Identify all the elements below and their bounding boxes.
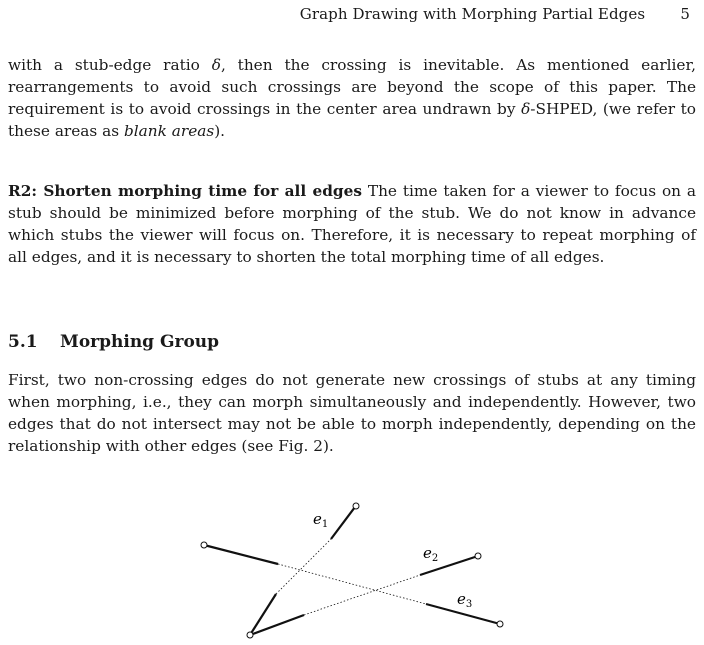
running-title: Graph Drawing with Morphing Partial Edges xyxy=(299,5,646,23)
edge-e2-stub-left xyxy=(250,615,304,635)
vertex-e3-right xyxy=(497,621,503,627)
edge-e1-stub-bottom xyxy=(250,594,276,635)
page-number: 5 xyxy=(680,5,690,23)
label-e3: $e_3$ xyxy=(457,590,473,610)
edge-e1-dotted xyxy=(276,539,331,594)
vertex-e3-left xyxy=(201,542,207,548)
paragraph-blank-areas xyxy=(8,54,696,142)
edge-e3-dotted xyxy=(278,564,426,604)
r2-text: The time taken for a viewer to focus on a stub should be minimized before morphing of the stub. We do not know in advance which stubs the viewer will focus on. Therefore, it is necessary to repeat morphing of all edges, and it is necessary to shorten the total morphing time of all edges. xyxy=(8,182,697,266)
paragraph-morphing-group xyxy=(8,369,696,457)
p1-text-c: -SHPED, (we refer to these areas as xyxy=(8,100,696,140)
p1-text-d: ). xyxy=(214,122,226,140)
edge-e1-stub-top xyxy=(331,507,355,539)
delta-symbol: δ xyxy=(211,56,221,74)
r2-heading: R2: Shorten morphing time for all edges xyxy=(8,182,362,200)
section-heading xyxy=(8,332,219,352)
vertex-e1-top xyxy=(353,503,359,509)
figure-2-diagram xyxy=(0,500,704,645)
p1-text-b: , then the crossing is inevitable. As mentioned earlier, rearrangements to avoid such crossings are beyond the scope of this paper. The requirement is to avoid crossings in the center area undrawn by xyxy=(8,56,696,118)
delta-symbol: δ xyxy=(521,100,531,118)
paragraph-r2 xyxy=(8,180,696,268)
vertex-shared xyxy=(247,632,253,638)
blank-areas-term: blank areas xyxy=(123,122,215,140)
label-e1: $e_1$ xyxy=(313,510,329,530)
edge-e3-stub-left xyxy=(204,545,278,564)
p3-text: First, two non-crossing edges do not generate new crossings of stubs at any timing when morphing, i.e., they can morph simultaneously and independently. However, two edges that do not intersect may not be able to morph independently, depending on the relationship with other edges (see Fig. 2). xyxy=(8,371,696,455)
section-number: 5.1 xyxy=(8,332,38,352)
p1-text-a: with a stub-edge ratio xyxy=(8,56,212,74)
running-header xyxy=(0,5,690,23)
section-title: Morphing Group xyxy=(60,332,220,352)
vertex-e2-right xyxy=(475,553,481,559)
edge-e2-dotted xyxy=(304,575,420,615)
label-e2: $e_2$ xyxy=(423,544,439,564)
